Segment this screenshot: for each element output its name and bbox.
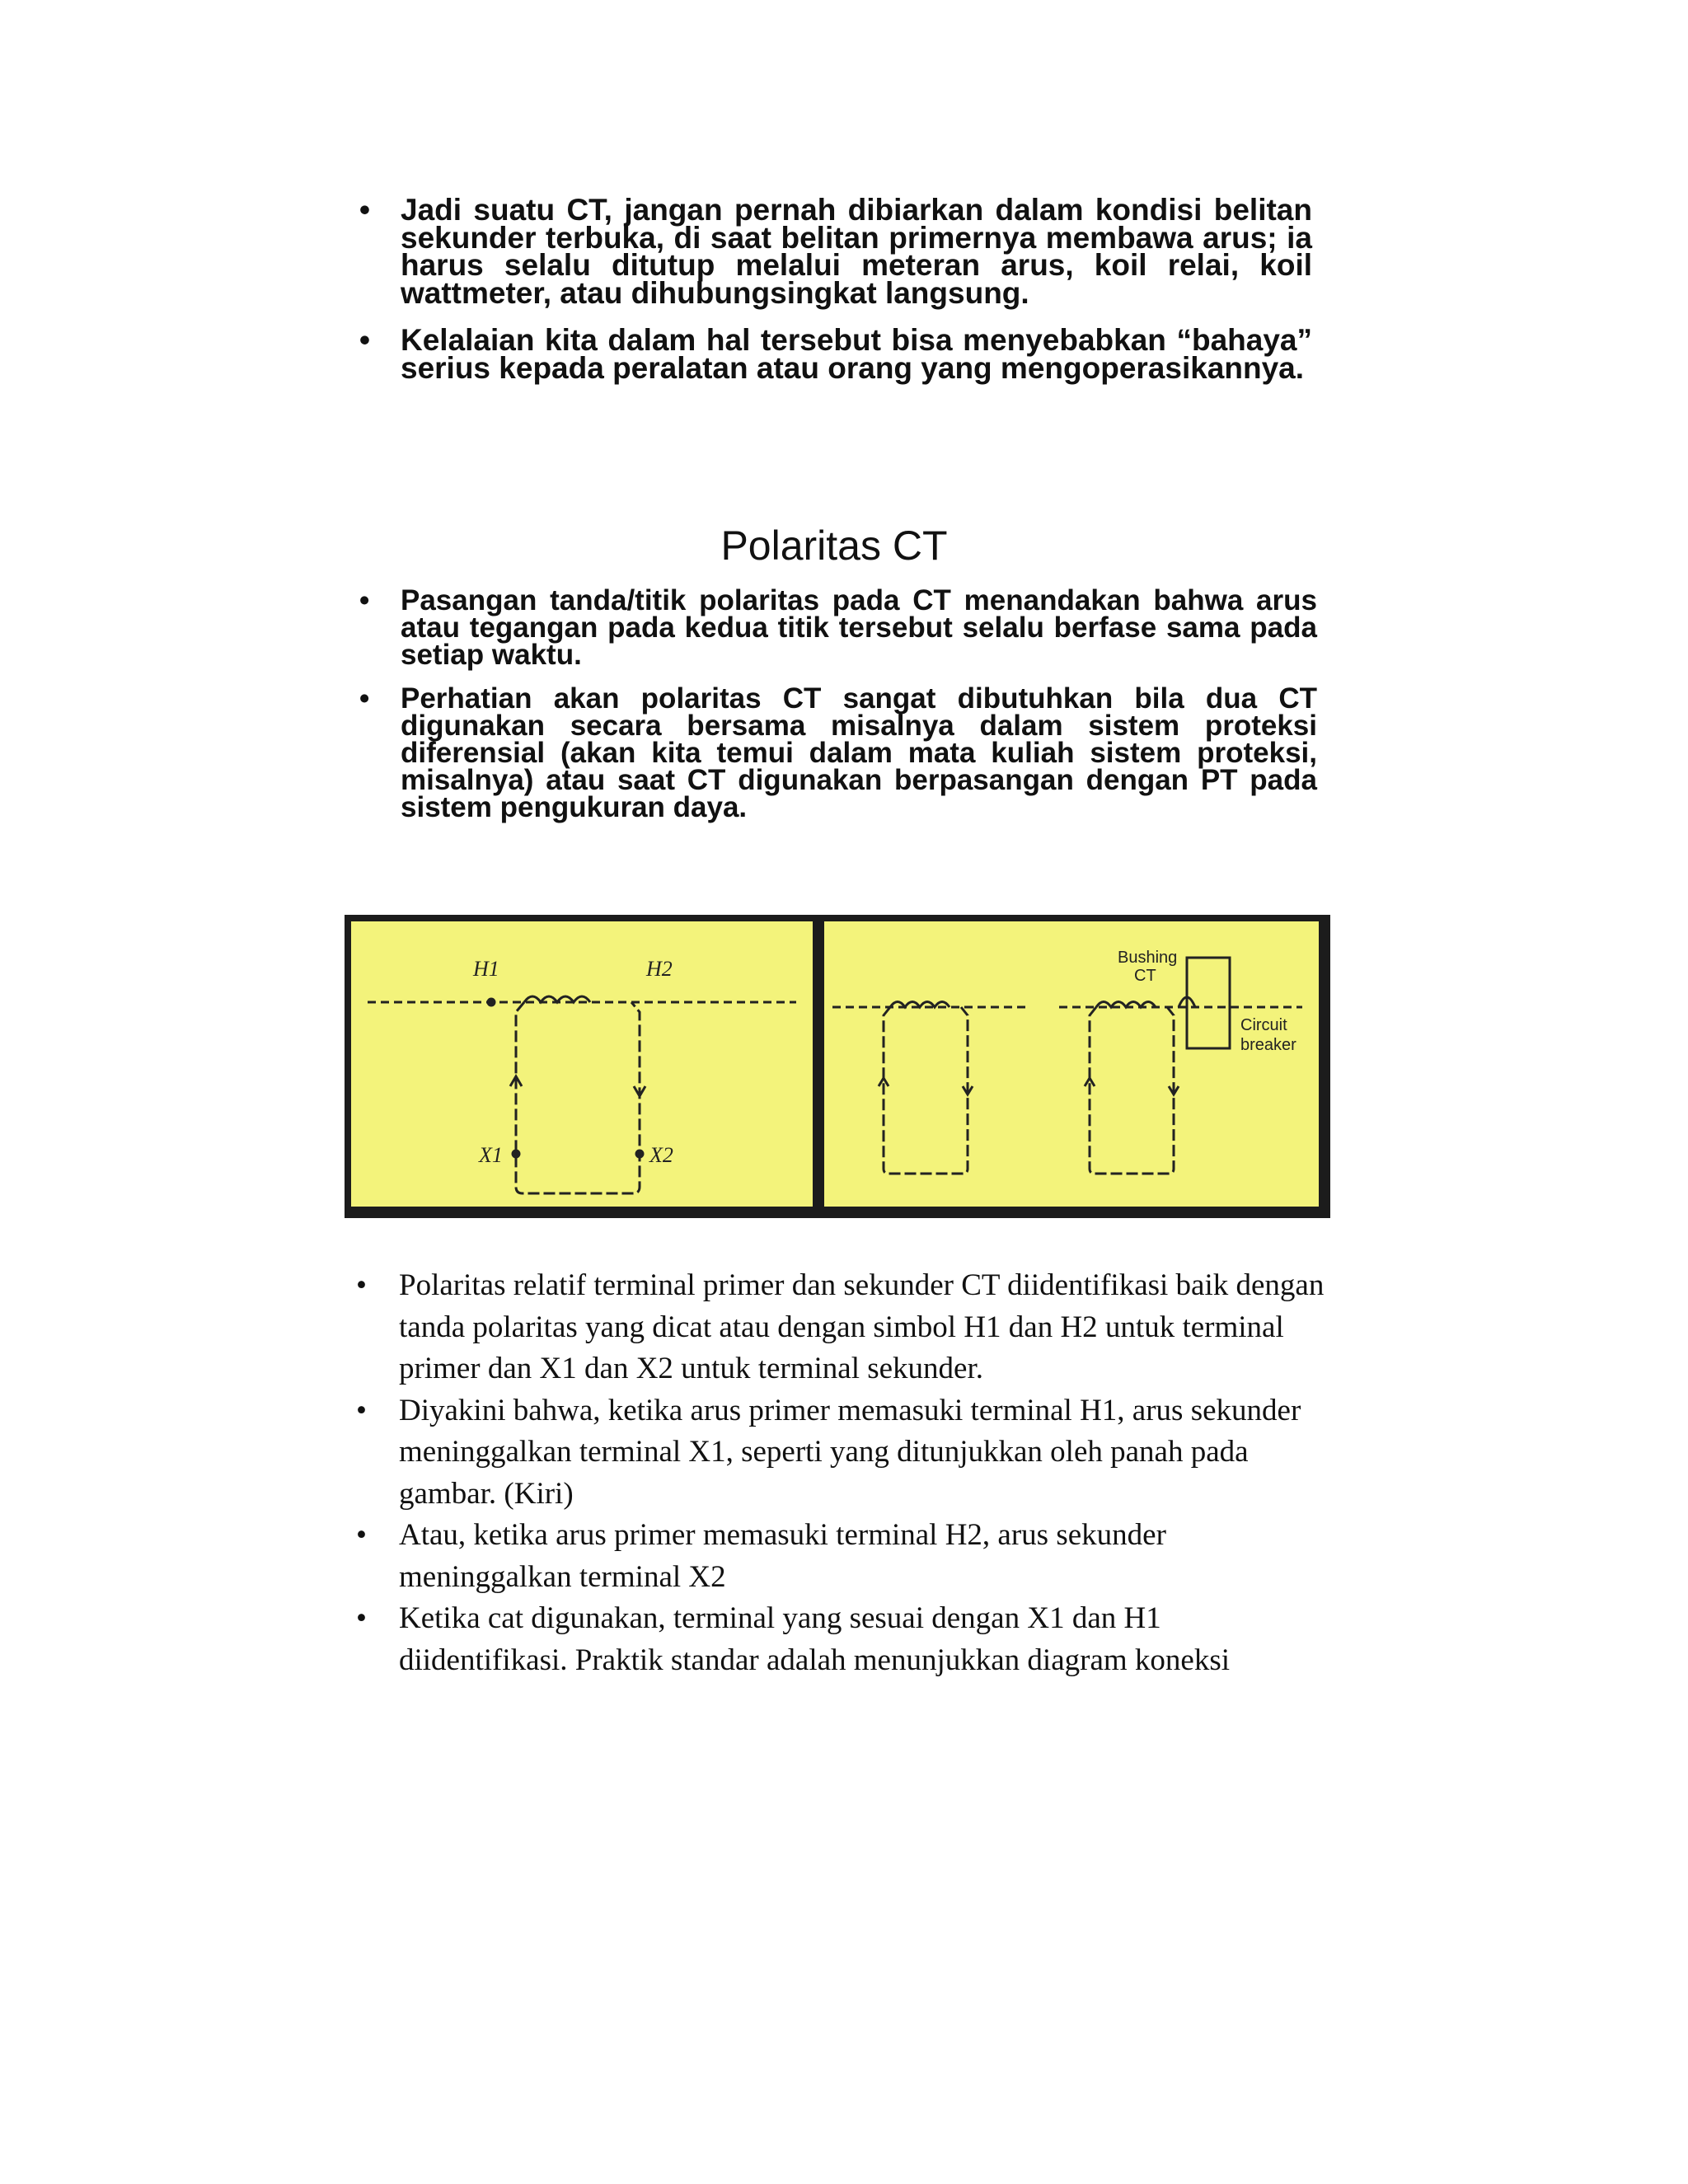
slide-bullets-top [356,193,1312,401]
secondary-loop-line [516,1002,640,1193]
polarity-dot-x1 [513,1151,519,1157]
polarity-dot-h1 [488,999,495,1005]
ct-circuit-left-diagram [351,921,813,1207]
slide-bullets-bottom [356,584,1317,837]
ct-polarity-figure [345,915,1330,1218]
slide-bullet: • Kelalaian kita dalam hal tersebut bisa menyebabkan “bahaya” serius kepada peralatan atau orang yang mengoperasikannya. [356,326,1312,382]
label-x1: X1 [479,1143,503,1167]
label-x2: X2 [649,1143,673,1167]
label-circuit: Circuit [1240,1016,1287,1034]
slide-bullet: • Perhatian akan polaritas CT sangat dibutuhkan bila dua CT digunakan secara bersama misalnya dalam sistem proteksi diferensial (akan kita temui dalam mata kuliah sistem proteksi, misalnya) atau saat CT digunakan berpasangan dengan PT pada sistem pengukuran daya. [356,685,1317,821]
label-bushing-ct: CT [1134,967,1156,985]
label-bushing: Bushing [1118,949,1178,967]
label-h1: H1 [473,957,499,981]
secondary-loop-line [1090,1007,1174,1174]
slide-bullet: • Jadi suatu CT, jangan pernah dibiarkan dalam kondisi belitan sekunder terbuka, di saat belitan primernya membawa arus; ia harus selalu ditutup melalui meteran arus, koil relai, koil wattmeter, atau dihubungsingkat langsung. [356,196,1312,307]
polarity-dot-x2 [636,1151,643,1157]
ct-diagram-right [824,921,1319,1207]
slide-heading: Polaritas CT [720,523,948,569]
ct-diagram-left [351,921,813,1207]
ct-circuit-right-diagram [824,921,1319,1207]
body-bullets [356,1265,1329,1681]
secondary-loop-line [884,1007,968,1174]
body-bullet: • Polaritas relatif terminal primer dan sekunder CT diidentifikasi baik dengan tanda polaritas yang dicat atau dengan simbol H1 dan H2 untuk terminal primer dan X1 dan X2 untuk terminal sekunder. [356,1265,1329,1390]
body-bullet: • Ketika cat digunakan, terminal yang sesuai dengan X1 dan H1 diidentifikasi. Praktik standar adalah menunjukkan diagram koneksi [356,1598,1329,1681]
body-bullet: • Diyakini bahwa, ketika arus primer memasuki terminal H1, arus sekunder meninggalkan terminal X1, seperti yang ditunjukkan oleh panah pada gambar. (Kiri) [356,1390,1329,1516]
label-h2: H2 [646,957,673,981]
label-breaker: breaker [1240,1036,1296,1054]
body-bullet: • Atau, ketika arus primer memasuki terminal H2, arus sekunder meninggalkan terminal X2 [356,1515,1329,1598]
slide-bullet: • Pasangan tanda/titik polaritas pada CT menandakan bahwa arus atau tegangan pada kedua titik tersebut selalu berfase sama pada setiap waktu. [356,587,1317,668]
